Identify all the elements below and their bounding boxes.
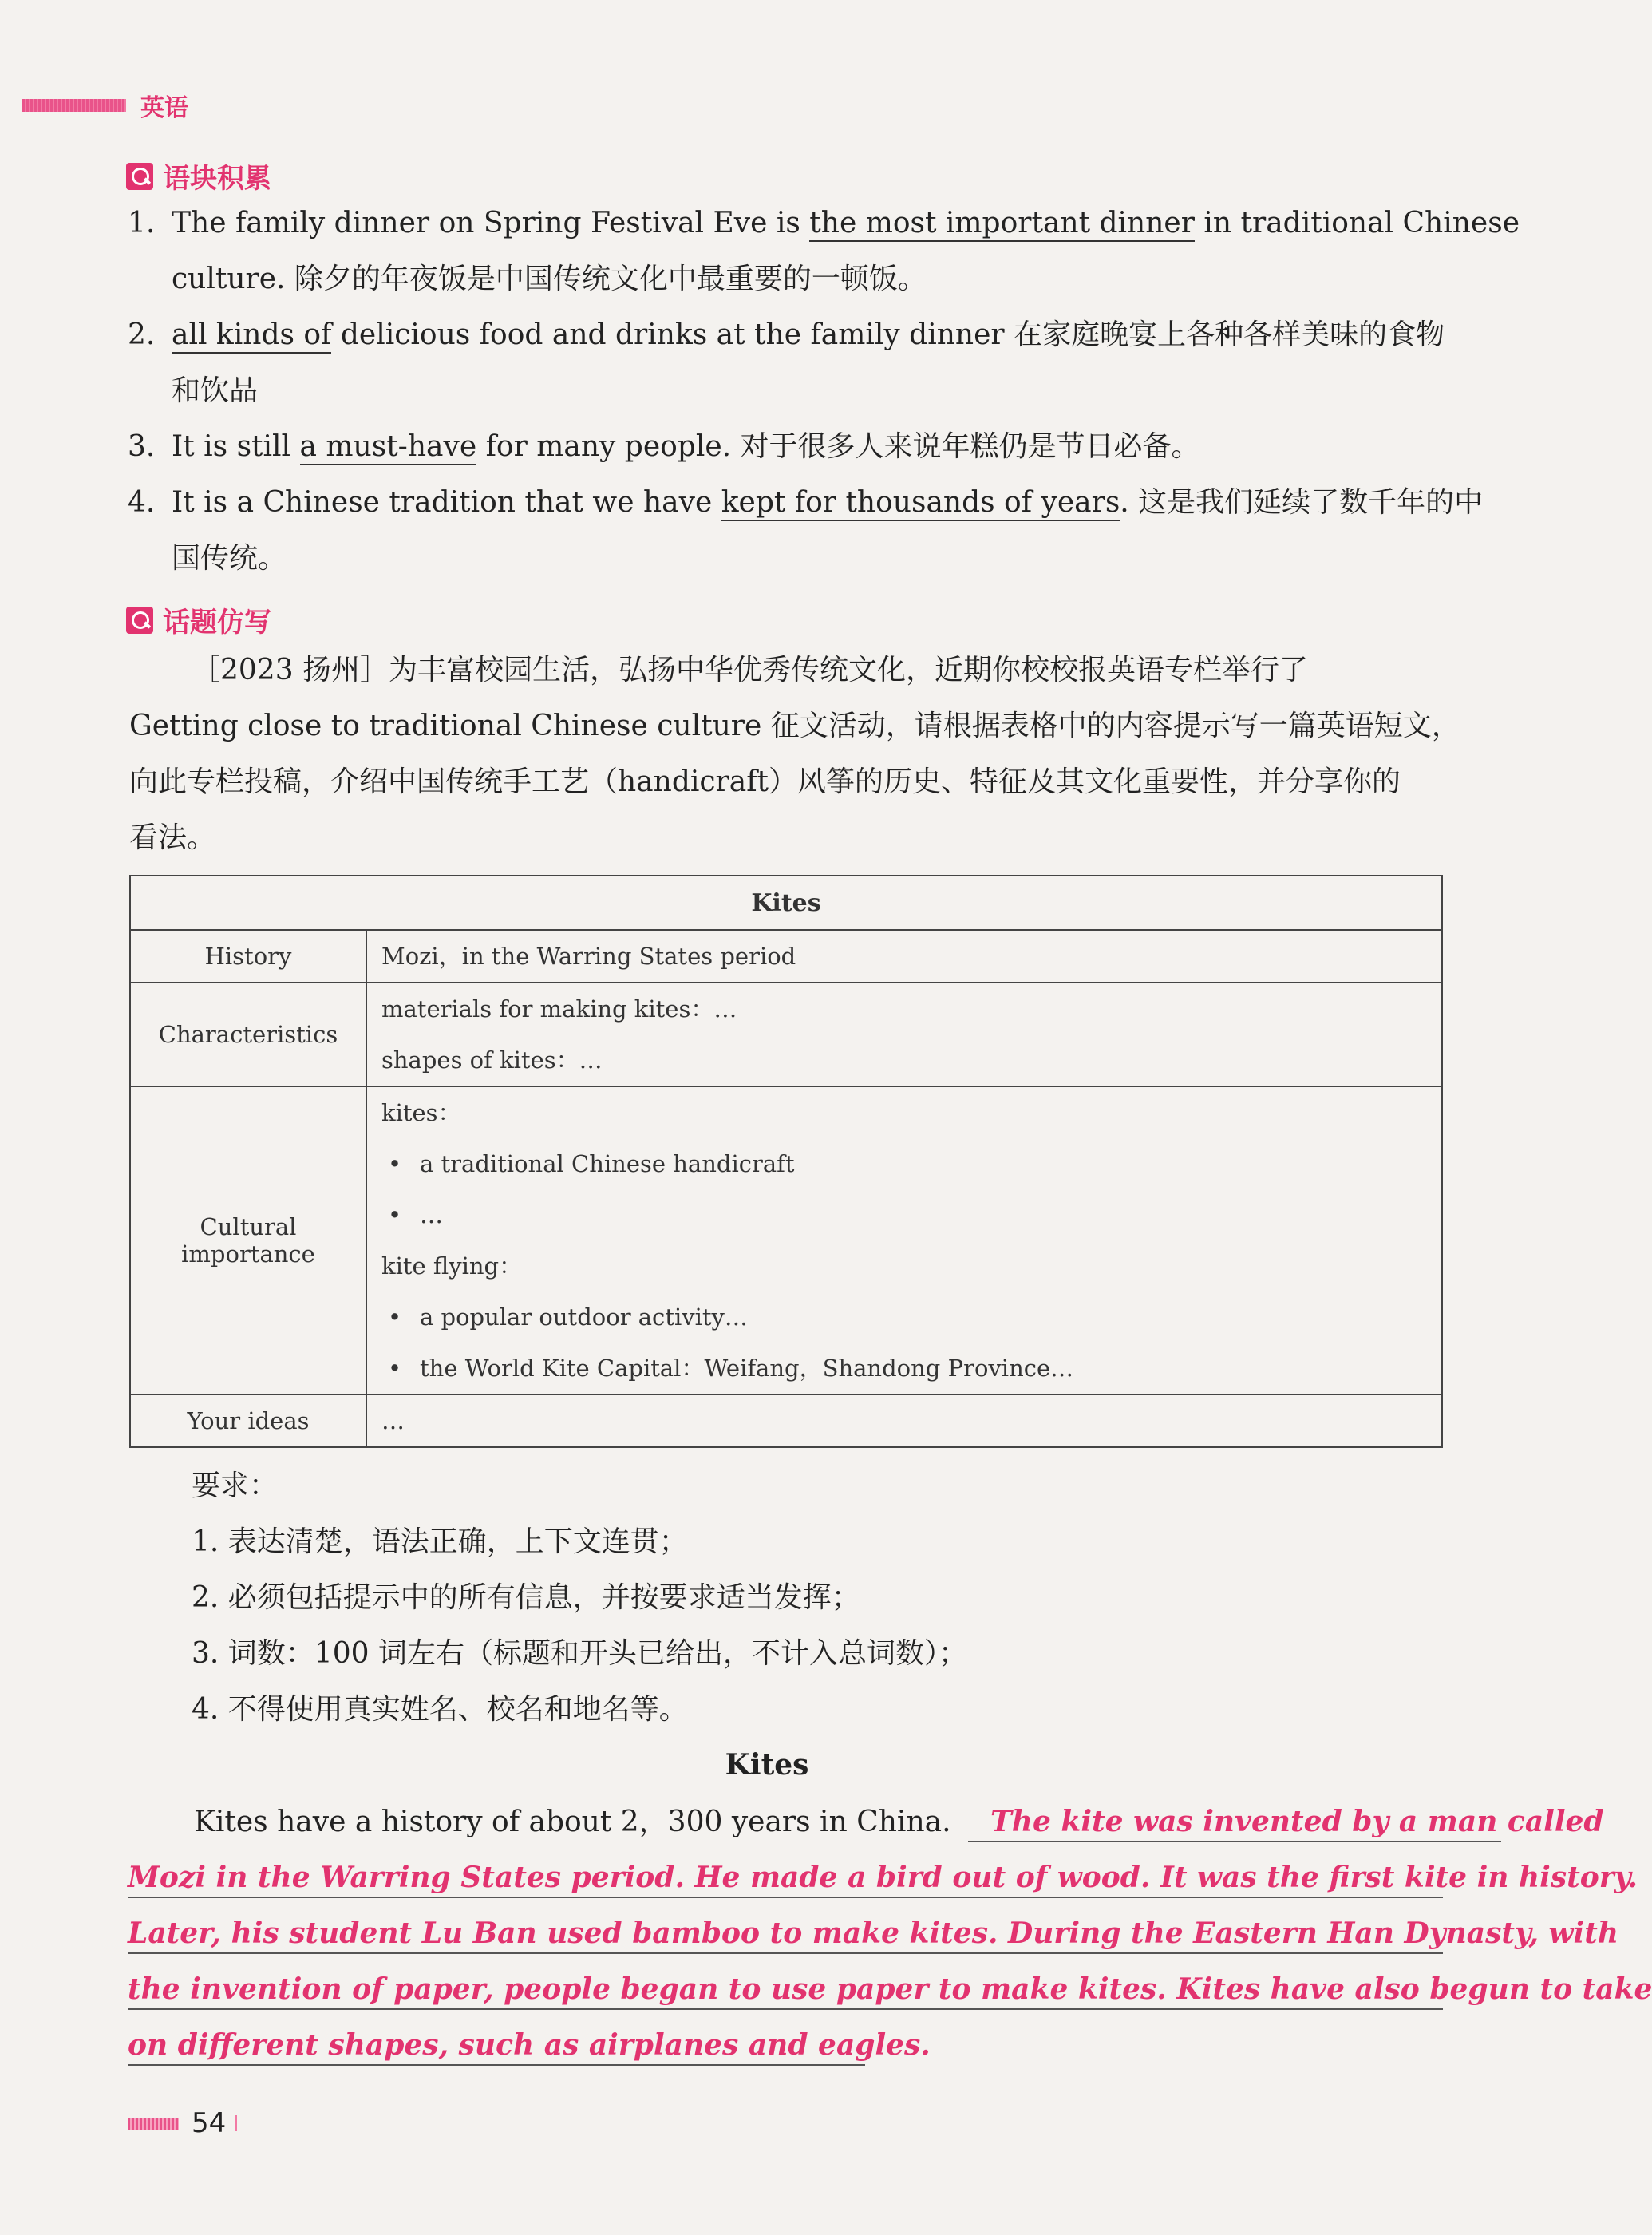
chunk-text: 和饮品 — [172, 374, 259, 407]
chunk-text: 国传统。 — [172, 542, 287, 575]
cell-text: Mozi，in the Warring States period — [381, 943, 796, 970]
section-title: 语块积累 — [163, 163, 271, 195]
essay-line — [128, 1860, 1638, 1898]
chunk-line — [172, 485, 1483, 520]
row-label: Characteristics — [130, 983, 366, 1086]
requirement-item: 4. 不得使用真实姓名、校名和地名等。 — [192, 1693, 688, 1726]
footer-tick — [235, 2115, 237, 2131]
header-decoration-bar — [22, 99, 126, 112]
table-row — [130, 1394, 1442, 1447]
table-row — [130, 1086, 1442, 1394]
underlined-chunk: the most important dinner — [809, 207, 1195, 242]
cell-text: kites： — [381, 1099, 461, 1126]
underlined-chunk: kept for thousands of years — [721, 486, 1120, 521]
section-heading-writing — [126, 600, 271, 639]
chunk-text: delicious food and drinks at the family dinner 在家庭晚宴上各种各样美味的食物 — [331, 318, 1445, 351]
requirement-item: 3. 词数：100 词左右（标题和开头已给出，不计入总词数）； — [192, 1637, 967, 1670]
chunk-text: . 这是我们延续了数千年的中 — [1120, 486, 1484, 519]
chunk-line — [172, 206, 1520, 241]
prompt-line: Getting close to traditional Chinese culture 征文活动，请根据表格中的内容提示写一篇英语短文， — [129, 710, 1460, 742]
chunk-line — [172, 374, 258, 409]
table-title: Kites — [130, 876, 1442, 930]
chunk-text: It is a Chinese tradition that we have — [172, 486, 721, 519]
chunk-text: culture. 除夕的年夜饭是中国传统文化中最重要的一顿饭。 — [172, 263, 927, 295]
table-row — [130, 983, 1442, 1086]
prompt-line: 看法。 — [129, 821, 216, 854]
row-content — [366, 930, 1442, 983]
chunk-line — [172, 429, 1200, 465]
prompt-line: 向此专栏投稿，介绍中国传统手工艺（handicraft）风筝的历史、特征及其文化重要性，并分享你的 — [129, 765, 1401, 798]
footer-decoration-bar — [128, 2118, 179, 2130]
row-content — [366, 1394, 1442, 1447]
cell-text: shapes of kites：… — [381, 1046, 603, 1074]
item-number: 2. — [128, 318, 156, 351]
essay-answer: Later, his student Lu Ban used bamboo to make kites. During the Eastern Han Dynasty, with — [128, 1916, 1443, 1954]
item-number: 3. — [128, 430, 156, 463]
section-title: 话题仿写 — [163, 607, 271, 639]
prompt-line: ［2023 扬州］为丰富校园生活，弘扬中华优秀传统文化，近期你校校报英语专栏举行了 — [192, 654, 1309, 686]
chunk-line — [172, 318, 1445, 353]
essay-line — [128, 1972, 1652, 2010]
cell-text: kite flying： — [381, 1252, 523, 1280]
essay-opening: Kites have a history of about 2，300 years in China. — [194, 1806, 951, 1838]
search-icon — [126, 607, 153, 634]
underlined-chunk: all kinds of — [172, 318, 331, 354]
essay-line — [194, 1804, 1604, 1842]
chunk-line — [172, 262, 927, 297]
cell-text: materials for making kites：… — [381, 995, 737, 1023]
requirement-item: 2. 必须包括提示中的所有信息，并按要求适当发挥； — [192, 1581, 860, 1614]
chunk-text: in traditional Chinese — [1194, 207, 1520, 239]
essay-title: Kites — [725, 1748, 809, 1782]
chunk-text: The family dinner on Spring Festival Eve is — [172, 207, 810, 239]
requirements-title: 要求： — [192, 1470, 279, 1502]
chunk-text: for many people. 对于很多人来说年糕仍是节日必备。 — [476, 430, 1200, 463]
essay-line — [128, 2027, 931, 2066]
essay-answer: on different shapes, such as airplanes and eagles. — [128, 2027, 865, 2066]
cell-bullet: • a popular outdoor activity… — [381, 1292, 1427, 1343]
requirement-item: 1. 表达清楚，语法正确，上下文连贯； — [192, 1525, 688, 1558]
row-label: Your ideas — [130, 1394, 366, 1447]
essay-line — [128, 1916, 1619, 1954]
essay-answer: Mozi in the Warring States period. He made a bird out of wood. It was the first kite in history. — [128, 1860, 1443, 1898]
cell-text: … — [381, 1407, 405, 1434]
row-content — [366, 1086, 1442, 1394]
kites-table — [129, 875, 1443, 1448]
search-icon — [126, 163, 153, 190]
essay-answer: the invention of paper, people began to use paper to make kites. Kites have also begun to take — [128, 1972, 1443, 2010]
row-label: History — [130, 930, 366, 983]
chunk-line — [172, 541, 287, 576]
page-number: 54 — [192, 2107, 227, 2139]
chunk-text: It is still — [172, 430, 300, 463]
subject-label: 英语 — [140, 94, 188, 122]
row-label: Cultural importance — [130, 1086, 366, 1394]
underlined-chunk: a must-have — [300, 430, 477, 465]
cell-bullet: • a traditional Chinese handicraft — [381, 1138, 1427, 1189]
section-heading-chunks — [126, 156, 271, 196]
table-row — [130, 930, 1442, 983]
cell-bullet: • the World Kite Capital：Weifang，Shandong Province… — [381, 1343, 1427, 1394]
cell-bullet: • … — [381, 1189, 1427, 1240]
essay-answer: The kite was invented by a man called — [968, 1804, 1501, 1842]
row-content — [366, 983, 1442, 1086]
item-number: 1. — [128, 207, 156, 239]
item-number: 4. — [128, 486, 156, 519]
